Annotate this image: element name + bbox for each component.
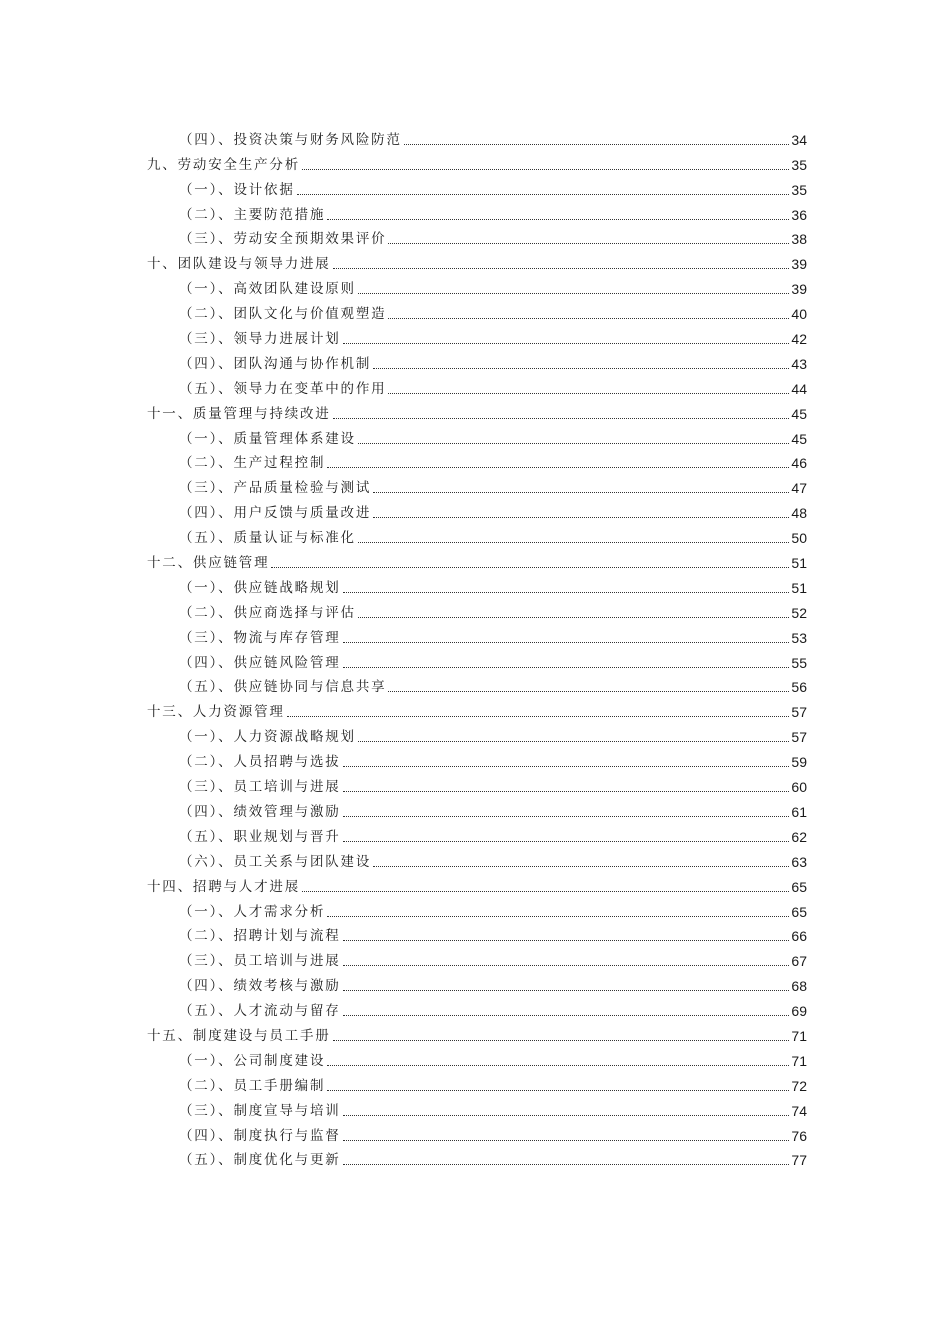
toc-dot-leader <box>343 841 790 842</box>
toc-page-number: 52 <box>791 604 807 621</box>
toc-entry-title: （四）、用户反馈与质量改进 <box>179 505 372 522</box>
toc-dot-leader <box>343 1140 790 1141</box>
toc-entry-title: （六）、员工关系与团队建设 <box>179 853 372 870</box>
toc-page-number: 46 <box>791 455 807 472</box>
toc-page-number: 50 <box>791 530 807 547</box>
toc-dot-leader <box>358 443 790 444</box>
toc-dot-leader <box>343 1015 790 1016</box>
toc-entry-title: 十三、人力资源管理 <box>147 704 285 721</box>
toc-section-entry[interactable] <box>179 1045 807 1070</box>
toc-section-entry[interactable] <box>179 124 807 149</box>
toc-dot-leader <box>373 492 789 493</box>
toc-dot-leader <box>388 243 789 244</box>
toc-dot-leader <box>373 517 789 518</box>
toc-entry-title: （四）、制度执行与监督 <box>179 1127 341 1144</box>
toc-entry-title: （一）、人力资源战略规划 <box>179 729 356 746</box>
toc-page-number: 66 <box>791 928 807 945</box>
toc-section-entry[interactable] <box>179 945 807 970</box>
toc-entry-title: 十一、质量管理与持续改进 <box>147 405 331 422</box>
toc-section-entry[interactable] <box>179 1120 807 1145</box>
toc-page-number: 55 <box>791 654 807 671</box>
toc-page-number: 59 <box>791 754 807 771</box>
toc-entry-title: （二）、人员招聘与选拔 <box>179 754 341 771</box>
toc-entry-title: （三）、领导力进展计划 <box>179 331 341 348</box>
toc-section-entry[interactable] <box>179 273 807 298</box>
toc-page-number: 51 <box>791 579 807 596</box>
toc-section-entry[interactable] <box>179 497 807 522</box>
toc-page-number: 35 <box>791 156 807 173</box>
toc-entry-title: 十四、招聘与人才进展 <box>147 878 300 895</box>
toc-page-number: 72 <box>791 1077 807 1094</box>
toc-page-number: 44 <box>791 380 807 397</box>
toc-section-entry[interactable] <box>179 672 807 697</box>
toc-entry-title: （五）、供应链协同与信息共享 <box>179 679 387 696</box>
toc-entry-title: （二）、主要防范措施 <box>179 206 326 223</box>
toc-page-number: 34 <box>791 131 807 148</box>
toc-page-number: 45 <box>791 430 807 447</box>
toc-page-number: 63 <box>791 853 807 870</box>
toc-entry-title: （四）、绩效考核与激励 <box>179 978 341 995</box>
toc-entry-title: （五）、领导力在变革中的作用 <box>179 380 387 397</box>
toc-section-entry[interactable] <box>179 746 807 771</box>
toc-chapter-entry[interactable] <box>147 1020 807 1045</box>
toc-entry-title: （一）、人才需求分析 <box>179 903 326 920</box>
toc-page-number: 48 <box>791 505 807 522</box>
toc-page-number: 71 <box>791 1027 807 1044</box>
toc-section-entry[interactable] <box>179 1095 807 1120</box>
toc-page-number: 71 <box>791 1052 807 1069</box>
toc-dot-leader <box>327 1065 789 1066</box>
toc-dot-leader <box>358 741 790 742</box>
toc-section-entry[interactable] <box>179 472 807 497</box>
toc-entry-title: （四）、团队沟通与协作机制 <box>179 355 372 372</box>
toc-entry-title: （二）、生产过程控制 <box>179 455 326 472</box>
toc-dot-leader <box>343 990 790 991</box>
toc-dot-leader <box>327 1090 789 1091</box>
toc-dot-leader <box>333 268 790 269</box>
toc-dot-leader <box>358 617 790 618</box>
toc-dot-leader <box>343 766 790 767</box>
toc-dot-leader <box>343 1164 790 1165</box>
toc-section-entry[interactable] <box>179 721 807 746</box>
toc-page-number: 69 <box>791 1003 807 1020</box>
toc-page-number: 35 <box>791 181 807 198</box>
toc-section-entry[interactable] <box>179 821 807 846</box>
toc-page-number: 57 <box>791 729 807 746</box>
toc-entry-title: 九、劳动安全生产分析 <box>147 156 300 173</box>
toc-page-number: 45 <box>791 405 807 422</box>
toc-section-entry[interactable] <box>179 995 807 1020</box>
toc-section-entry[interactable] <box>179 846 807 871</box>
toc-page-number: 42 <box>791 331 807 348</box>
toc-section-entry[interactable] <box>179 224 807 249</box>
toc-page-number: 67 <box>791 953 807 970</box>
toc-section-entry[interactable] <box>179 174 807 199</box>
toc-section-entry[interactable] <box>179 348 807 373</box>
toc-entry-title: （二）、招聘计划与流程 <box>179 928 341 945</box>
toc-dot-leader <box>388 691 789 692</box>
toc-dot-leader <box>343 642 790 643</box>
toc-dot-leader <box>327 467 789 468</box>
toc-dot-leader <box>358 293 790 294</box>
toc-dot-leader <box>327 219 789 220</box>
toc-entry-title: （三）、员工培训与进展 <box>179 779 341 796</box>
toc-entry-title: （四）、投资决策与财务风险防范 <box>179 131 402 148</box>
toc-dot-leader <box>271 567 789 568</box>
toc-entry-title: （一）、质量管理体系建设 <box>179 430 356 447</box>
toc-dot-leader <box>343 965 790 966</box>
toc-page-number: 40 <box>791 306 807 323</box>
toc-dot-leader <box>287 716 790 717</box>
toc-entry-title: （三）、制度宣导与培训 <box>179 1102 341 1119</box>
toc-page-number: 39 <box>791 281 807 298</box>
toc-dot-leader <box>373 866 789 867</box>
toc-dot-leader <box>343 343 790 344</box>
toc-page-number: 51 <box>791 555 807 572</box>
toc-entry-title: （四）、供应链风险管理 <box>179 654 341 671</box>
toc-section-entry[interactable] <box>179 448 807 473</box>
toc-dot-leader <box>343 1115 790 1116</box>
toc-section-entry[interactable] <box>179 522 807 547</box>
toc-dot-leader <box>333 1040 790 1041</box>
toc-page-number: 38 <box>791 231 807 248</box>
toc-page-number: 65 <box>791 878 807 895</box>
toc-page-number: 68 <box>791 978 807 995</box>
toc-dot-leader <box>388 318 789 319</box>
toc-dot-leader <box>404 144 790 145</box>
table-of-contents <box>0 124 950 1169</box>
toc-dot-leader <box>302 891 789 892</box>
toc-entry-title: （三）、产品质量检验与测试 <box>179 480 372 497</box>
toc-dot-leader <box>343 940 790 941</box>
toc-entry-title: （三）、物流与库存管理 <box>179 629 341 646</box>
toc-entry-title: （五）、人才流动与留存 <box>179 1003 341 1020</box>
toc-section-entry[interactable] <box>179 373 807 398</box>
toc-dot-leader <box>358 542 790 543</box>
toc-entry-title: 十二、供应链管理 <box>147 555 270 572</box>
toc-page-number: 57 <box>791 704 807 721</box>
toc-dot-leader <box>343 791 790 792</box>
toc-section-entry[interactable] <box>179 597 807 622</box>
toc-page-number: 43 <box>791 355 807 372</box>
toc-section-entry[interactable] <box>179 771 807 796</box>
toc-dot-leader <box>327 916 789 917</box>
toc-page-number: 56 <box>791 679 807 696</box>
toc-entry-title: （一）、高效团队建设原则 <box>179 281 356 298</box>
toc-dot-leader <box>343 667 790 668</box>
toc-section-entry[interactable] <box>179 1070 807 1095</box>
toc-section-entry[interactable] <box>179 970 807 995</box>
toc-page-number: 74 <box>791 1102 807 1119</box>
toc-section-entry[interactable] <box>179 423 807 448</box>
toc-entry-title: （一）、供应链战略规划 <box>179 579 341 596</box>
toc-section-entry[interactable] <box>179 796 807 821</box>
toc-section-entry[interactable] <box>179 298 807 323</box>
toc-dot-leader <box>333 418 790 419</box>
toc-entry-title: （二）、团队文化与价值观塑造 <box>179 306 387 323</box>
toc-entry-title: （二）、员工手册编制 <box>179 1077 326 1094</box>
toc-entry-title: （五）、制度优化与更新 <box>179 1152 341 1169</box>
toc-page-number: 61 <box>791 803 807 820</box>
toc-entry-title: 十、团队建设与领导力进展 <box>147 256 331 273</box>
toc-dot-leader <box>302 169 789 170</box>
toc-section-entry[interactable] <box>179 323 807 348</box>
toc-section-entry[interactable] <box>179 199 807 224</box>
toc-entry-title: （三）、劳动安全预期效果评价 <box>179 231 387 248</box>
toc-entry-title: （一）、设计依据 <box>179 181 295 198</box>
toc-dot-leader <box>297 194 790 195</box>
toc-entry-title: （三）、员工培训与进展 <box>179 953 341 970</box>
toc-chapter-entry[interactable] <box>147 547 807 572</box>
toc-entry-title: （四）、绩效管理与激励 <box>179 803 341 820</box>
toc-chapter-entry[interactable] <box>147 696 807 721</box>
toc-entry-title: （五）、质量认证与标准化 <box>179 530 356 547</box>
toc-chapter-entry[interactable] <box>147 871 807 896</box>
toc-dot-leader <box>388 393 789 394</box>
toc-section-entry[interactable] <box>179 572 807 597</box>
toc-dot-leader <box>343 816 790 817</box>
toc-section-entry[interactable] <box>179 921 807 946</box>
toc-entry-title: 十五、制度建设与员工手册 <box>147 1027 331 1044</box>
toc-page-number: 62 <box>791 828 807 845</box>
toc-page-number: 47 <box>791 480 807 497</box>
toc-section-entry[interactable] <box>179 647 807 672</box>
toc-section-entry[interactable] <box>179 896 807 921</box>
toc-dot-leader <box>373 368 789 369</box>
toc-entry-title: （五）、职业规划与晋升 <box>179 828 341 845</box>
toc-page-number: 53 <box>791 629 807 646</box>
toc-page-number: 39 <box>791 256 807 273</box>
toc-chapter-entry[interactable] <box>147 149 807 174</box>
toc-page-number: 76 <box>791 1127 807 1144</box>
toc-chapter-entry[interactable] <box>147 248 807 273</box>
toc-page-number: 65 <box>791 903 807 920</box>
toc-entry-title: （一）、公司制度建设 <box>179 1052 326 1069</box>
toc-section-entry[interactable] <box>179 1145 807 1170</box>
toc-entry-title: （二）、供应商选择与评估 <box>179 604 356 621</box>
toc-chapter-entry[interactable] <box>147 398 807 423</box>
toc-dot-leader <box>343 592 790 593</box>
toc-page-number: 36 <box>791 206 807 223</box>
toc-section-entry[interactable] <box>179 622 807 647</box>
toc-page-number: 77 <box>791 1152 807 1169</box>
toc-page-number: 60 <box>791 779 807 796</box>
